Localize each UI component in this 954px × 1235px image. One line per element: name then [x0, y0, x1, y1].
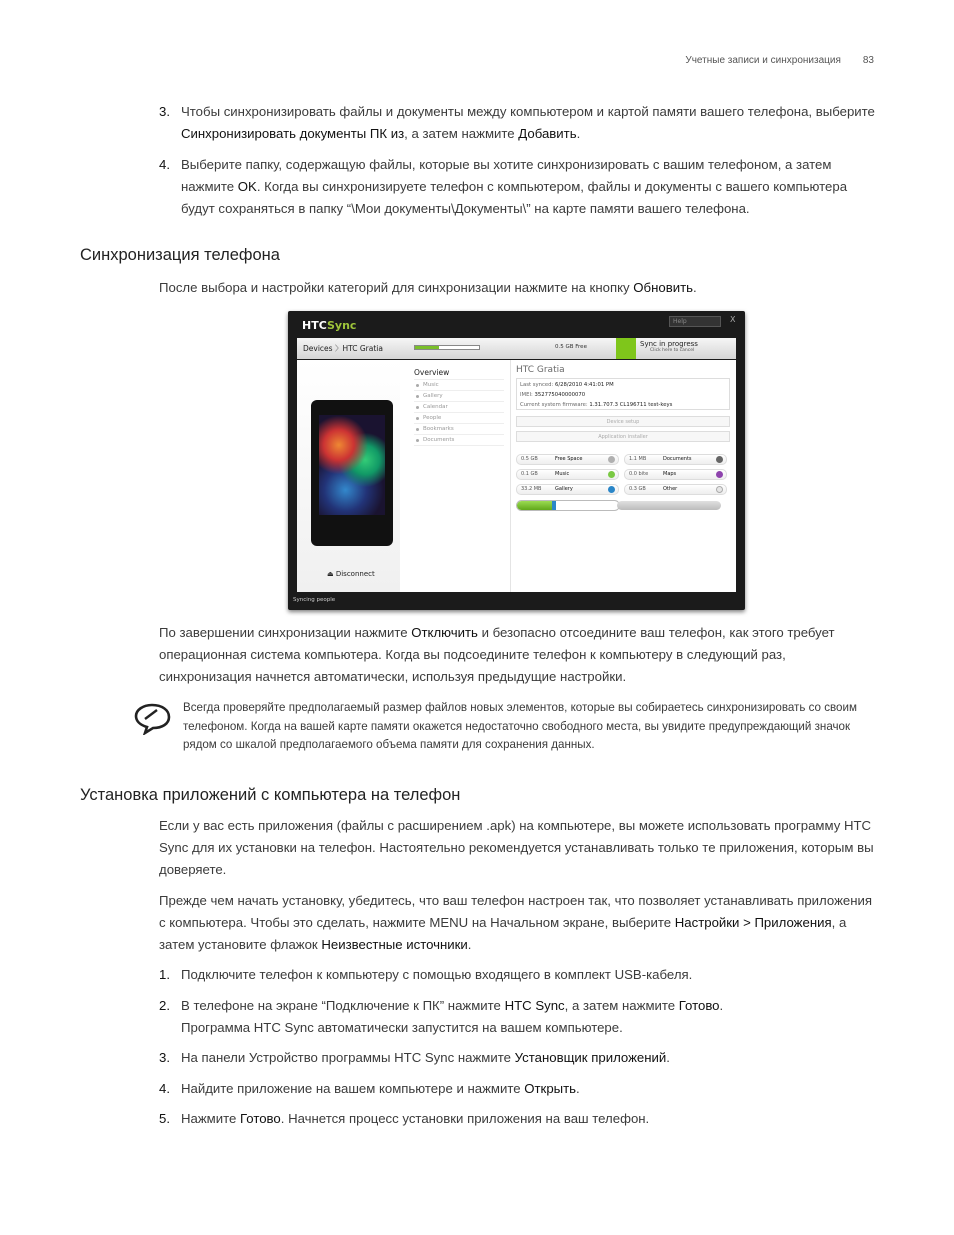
device-title: HTC Gratia	[516, 365, 565, 375]
list-item	[159, 1078, 875, 1100]
help-menu[interactable]: Help	[669, 316, 721, 327]
header-section-title: Учетные записи и синхронизация	[685, 55, 841, 66]
ui-term: Обновить	[633, 280, 693, 295]
nav-item[interactable]: Bookmarks	[414, 424, 504, 435]
category-item	[624, 454, 727, 465]
category-name: Maps	[663, 471, 677, 477]
paragraph	[159, 277, 875, 299]
storage-usage-bar	[516, 500, 620, 511]
ui-term: Добавить	[518, 126, 577, 141]
ui-term: Готово	[678, 998, 720, 1013]
text: .	[576, 126, 581, 141]
page-header	[685, 55, 874, 66]
list-item	[159, 154, 875, 220]
category-item	[624, 484, 727, 495]
disconnect-label: Disconnect	[335, 570, 375, 578]
free-space-label: 0.5 GB Free	[555, 344, 587, 350]
toolbar	[297, 338, 736, 359]
list-number: 4.	[159, 157, 170, 172]
breadcrumb[interactable]: Devices 〉HTC Gratia	[303, 344, 383, 353]
capacity-bar	[414, 345, 480, 350]
paragraph	[159, 890, 875, 956]
category-item	[516, 469, 619, 480]
value: 352775040000070	[534, 392, 586, 398]
category-item	[516, 454, 619, 465]
ui-term: HTC Sync	[504, 998, 565, 1013]
text: , а затем установите флажок	[159, 915, 847, 952]
text: На панели Устройство программы HTC Sync нажмите	[181, 1050, 515, 1065]
nav-item[interactable]: Documents	[414, 435, 504, 446]
category-item	[624, 469, 727, 480]
text: , а затем нажмите	[404, 126, 519, 141]
htc-sync-logo	[302, 319, 356, 332]
text: Подключите телефон к компьютеру с помощью входящего в комплект USB-кабеля.	[181, 967, 693, 982]
ui-term: Открыть	[524, 1081, 577, 1096]
list-number: 2.	[159, 998, 170, 1013]
text: После выбора и настройки категорий для синхронизации нажмите на кнопку	[159, 280, 634, 295]
category-name: Music	[555, 471, 570, 477]
list-item	[159, 1108, 875, 1130]
disconnect-button[interactable]: ⏏ Disconnect	[327, 570, 375, 578]
note-icon	[132, 701, 172, 735]
label: IMEI:	[520, 392, 533, 398]
overview-panel	[510, 360, 736, 592]
category-name: Other	[663, 486, 678, 492]
value: 6/28/2010 4:41:01 PM	[554, 382, 614, 388]
section-heading: Синхронизация телефона	[80, 246, 280, 264]
list-number: 1.	[159, 967, 170, 982]
sync-subtitle: Click here to cancel	[650, 348, 695, 353]
category-name: Documents	[663, 456, 692, 462]
category-name: Free Space	[555, 456, 583, 462]
text: . Начнется процесс установки приложения на ваш телефон.	[280, 1111, 650, 1126]
text: Чтобы синхронизировать файлы и документы между компьютером и картой памяти вашего телефона, выберите	[181, 104, 875, 119]
text: и безопасно отсоедините ваш телефон, как этого требует операционная система компьютера. Когда вы подсоедините телефон к компьютеру в следующий раз, синхронизация начнется автоматически, используя предыдущие настройки.	[159, 625, 835, 684]
nav-item[interactable]: People	[414, 413, 504, 424]
category-size: 0.5 GB	[521, 456, 538, 462]
list-item	[159, 964, 875, 986]
label: Current system firmware:	[520, 402, 588, 408]
text: .	[467, 937, 472, 952]
ui-term: Настройки > Приложения	[674, 915, 832, 930]
device-panel	[297, 360, 400, 592]
page-number: 83	[862, 55, 874, 66]
close-icon[interactable]: X	[730, 315, 736, 324]
text: По завершении синхронизации нажмите	[159, 625, 412, 640]
sync-cancel-button[interactable]	[640, 340, 698, 353]
text: Нажмите	[181, 1111, 241, 1126]
text: .	[719, 998, 724, 1013]
text: , а затем нажмите	[564, 998, 679, 1013]
text: .	[576, 1081, 580, 1096]
paragraph	[159, 622, 875, 688]
htc-sync-window	[288, 311, 745, 610]
logo-text: HTC	[302, 319, 327, 332]
note-text: Всегда проверяйте предполагаемый размер файлов новых элементов, которые вы собираетесь синхронизировать со своим телефоном. Когда на вашей карте памяти окажется недостаточно свободного места, вы увидите предупреждающий значок рядом со шкалой предполагаемого объема памяти для сохранения данных.	[183, 701, 857, 751]
text: Программа HTC Sync автоматически запустится на вашем компьютере.	[181, 1020, 623, 1035]
list-number: 4.	[159, 1081, 170, 1096]
list-item	[159, 101, 875, 145]
category-size: 0.1 GB	[521, 471, 538, 477]
device-info	[516, 378, 730, 410]
list-number: 3.	[159, 104, 170, 119]
logo-text: Sync	[327, 319, 357, 332]
text: . Когда вы синхронизируете телефон с компьютером, файлы и документы с вашего компьютера будут сохраняться в папку “\Мои документы\Документы\” на карте памяти вашего телефона.	[181, 179, 848, 216]
sync-progress-indicator	[616, 338, 636, 359]
status-text: Syncing people	[293, 597, 336, 603]
category-size: 1.1 MB	[629, 456, 647, 462]
ui-term: Установщик приложений	[514, 1050, 667, 1065]
text: Прежде чем начать установку, убедитесь, что ваш телефон настроен так, что позволяет устанавливать приложения с компьютера. Чтобы это сделать, нажмите MENU на Начальном экране, выберите	[159, 893, 873, 930]
nav-item[interactable]: Calendar	[414, 402, 504, 413]
category-nav	[414, 366, 504, 446]
sync-title: Sync in progress	[640, 340, 698, 348]
text: .	[666, 1050, 670, 1065]
category-item	[516, 484, 619, 495]
text: Выберите папку, содержащую файлы, которые вы хотите синхронизировать с вашим телефоном, а затем нажмите	[181, 157, 832, 194]
paragraph: Если у вас есть приложения (файлы с расширением .apk) на компьютере, вы можете использовать программу HTC Sync для их установки на телефон. Настоятельно рекомендуется устанавливать только те приложения, которым вы доверяете.	[159, 818, 874, 877]
text: Найдите приложение на вашем компьютере и нажмите	[181, 1081, 525, 1096]
main-panel	[297, 360, 736, 592]
ui-term: Готово	[240, 1111, 281, 1126]
phone-image	[311, 400, 393, 546]
storage-remaining-bar	[617, 501, 721, 510]
app-installer-button[interactable]: Application installer	[516, 431, 730, 442]
category-size: 0.0 bite	[629, 471, 649, 477]
text: В телефоне на экране “Подключение к ПК” нажмите	[181, 998, 505, 1013]
nav-item[interactable]: Overview	[414, 366, 504, 380]
ui-term: Отключить	[411, 625, 478, 640]
nav-item[interactable]: Gallery	[414, 391, 504, 402]
value: 1.31.707.3 CL196711 test-keys	[589, 402, 673, 408]
ui-term: Синхронизировать документы ПК из	[181, 126, 405, 141]
list-item	[159, 995, 875, 1039]
section-heading: Установка приложений с компьютера на телефон	[80, 786, 461, 804]
device-setup-button[interactable]: Device setup	[516, 416, 730, 427]
list-number: 5.	[159, 1111, 170, 1126]
category-name: Gallery	[555, 486, 573, 492]
nav-item[interactable]: Music	[414, 380, 504, 391]
text: .	[692, 280, 697, 295]
list-item	[159, 1047, 875, 1069]
label: Last synced:	[520, 382, 554, 388]
category-size: 0.3 GB	[629, 486, 646, 492]
ui-term: OK	[237, 179, 257, 194]
list-number: 3.	[159, 1050, 170, 1065]
ui-term: Неизвестные источники	[321, 937, 468, 952]
category-size: 33.2 MB	[521, 486, 542, 492]
